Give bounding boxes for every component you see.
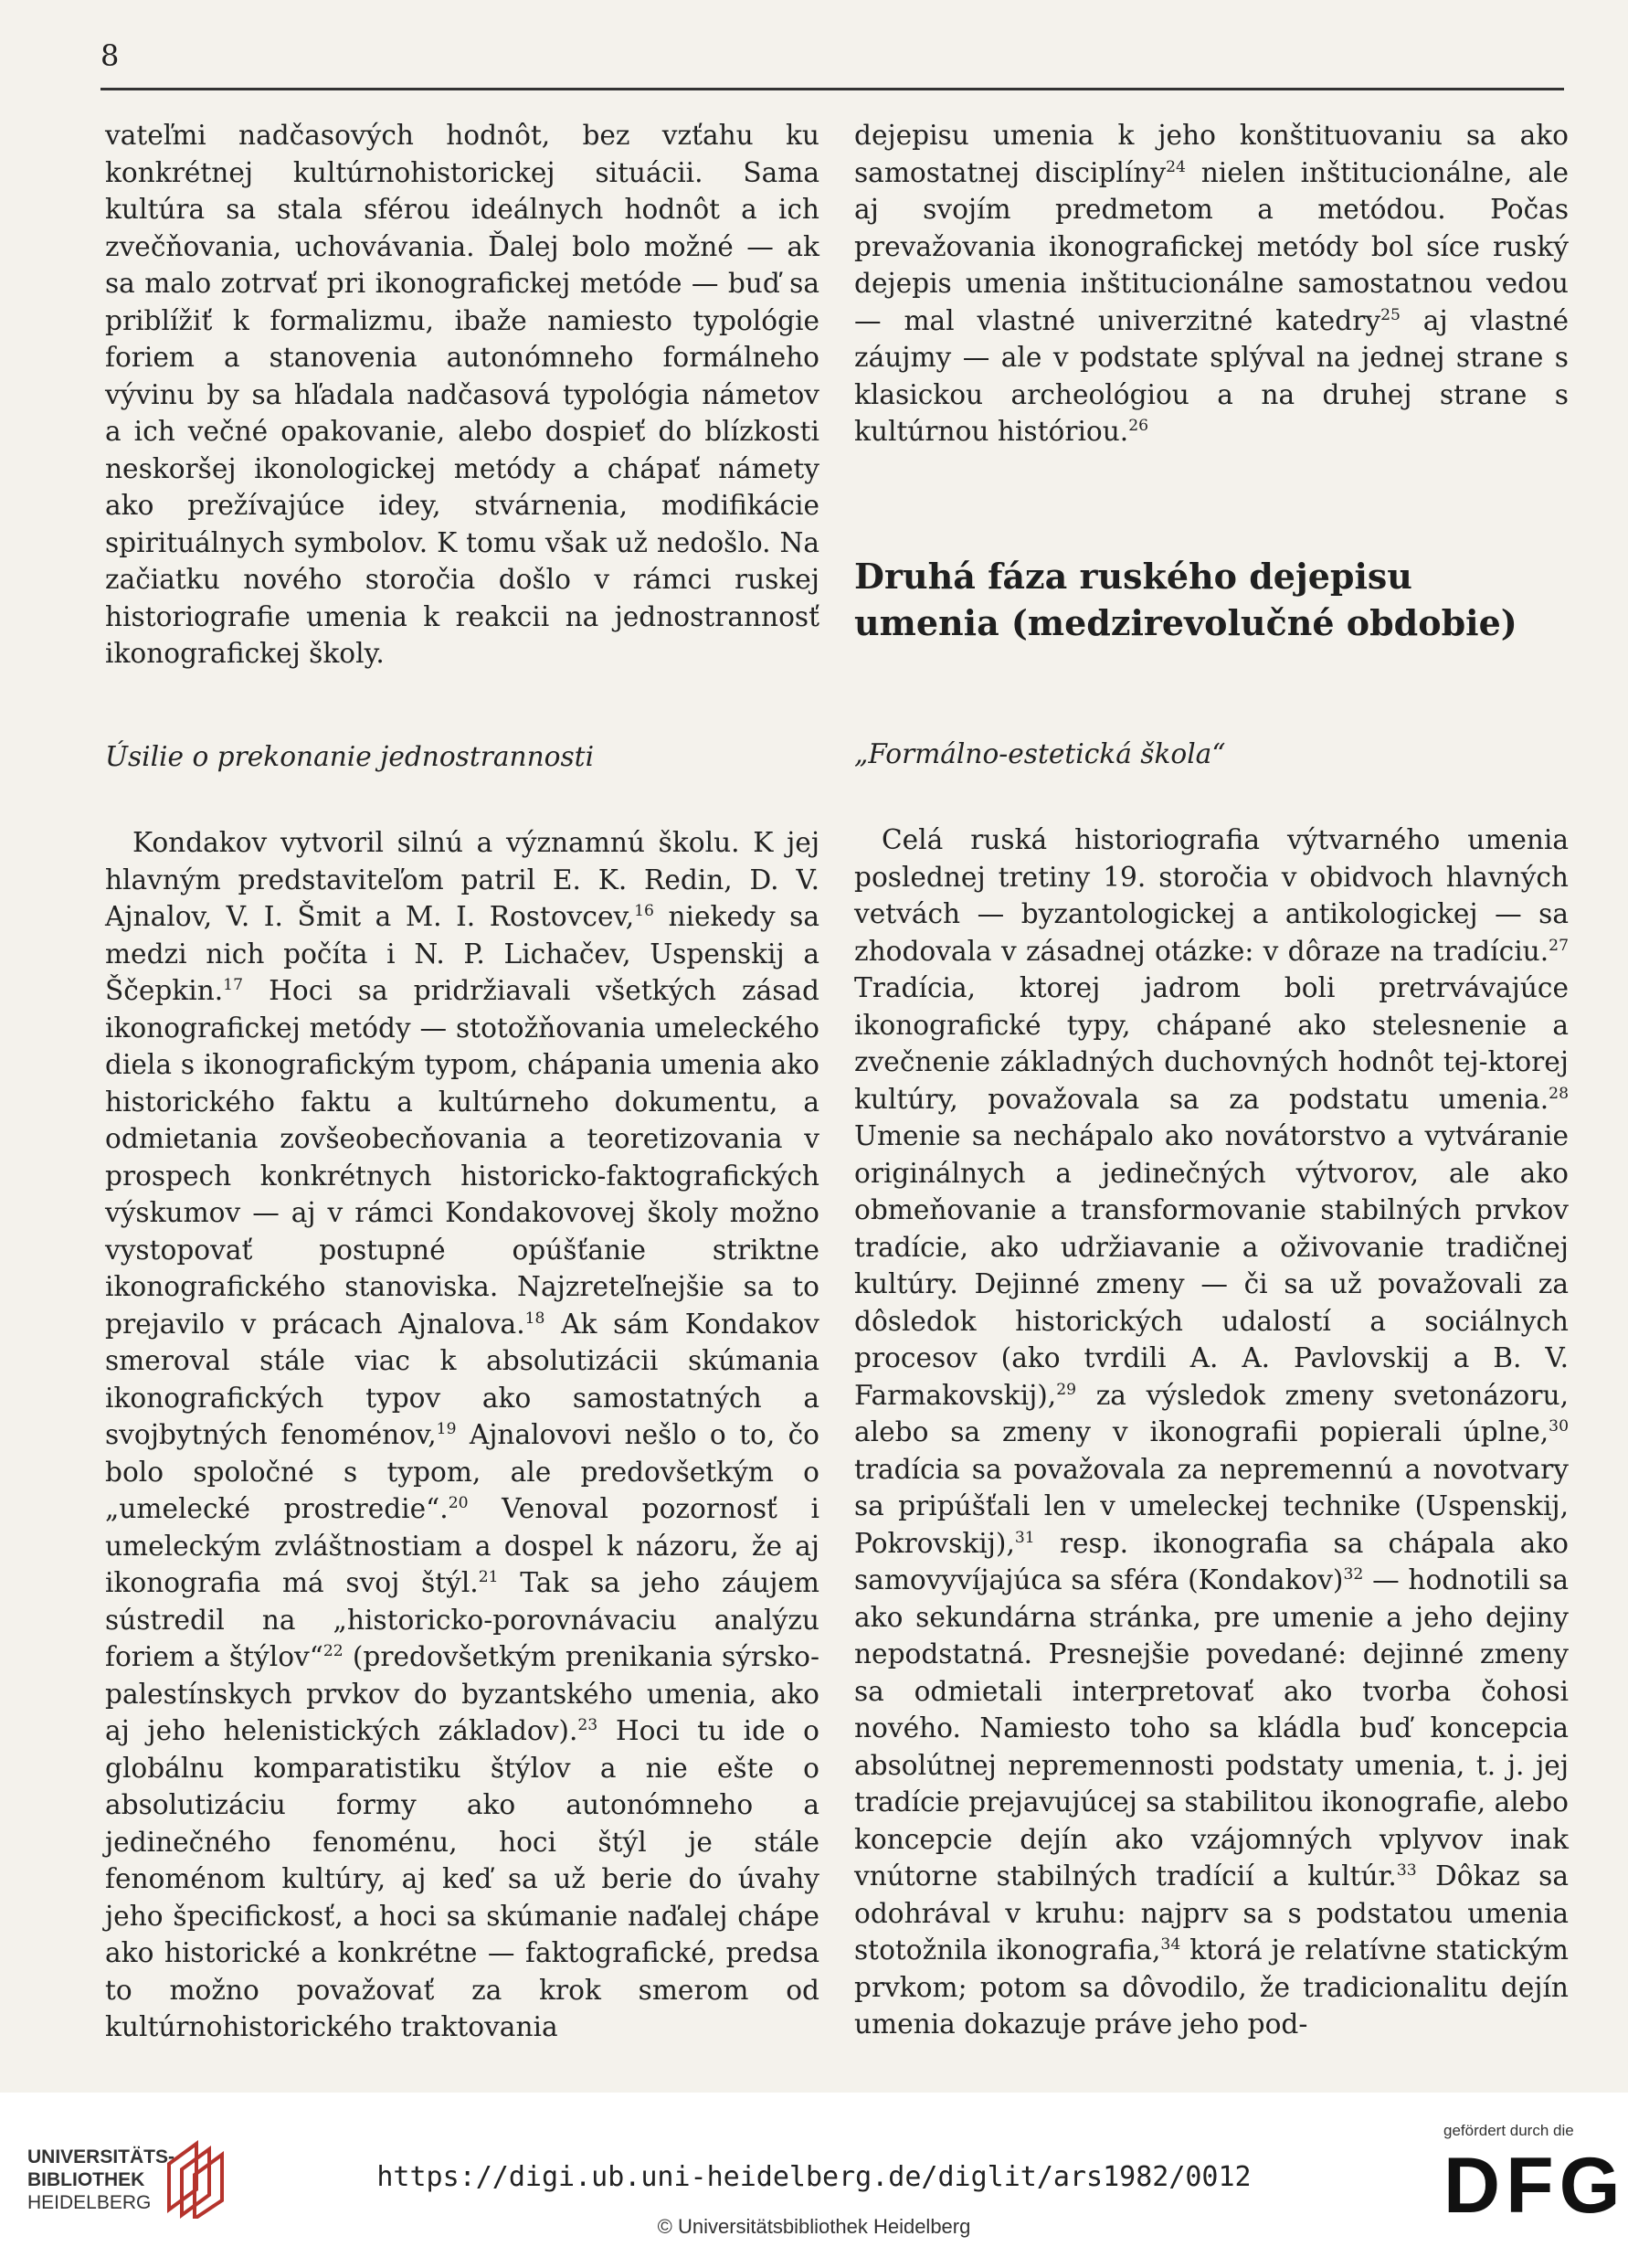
left-paragraph-1: vateľmi nadčasových hodnôt, bez vzťahu ku konkrétnej kultúrnohistorickej situácii. Sama kultúra sa stala sférou ideálnych hodnôt a ich zvečňovania, uchovávania. Ďalej bolo možné — ak sa malo zotrvať pri ikonografickej metóde — buď sa priblížiť k formalizmu, ibaže namiesto typológie foriem a stanovenia autonómneho formálneho vývinu by sa hľadala nadčasová typológia námetov a ich večné opakovanie, alebo dospieť do blízkosti neskoršej ikonologickej metódy a chápať námety ako prežívajúce idey, stvárnenia, modifikácie spirituálnych symbolov. K tomu však už nedošlo. Na začiatku nového storočia došlo v rámci ruskej historiografie umenia k reakcii na jednostrannosť ikonografickej školy.: [105, 120, 819, 669]
footnote-ref: 20: [448, 1494, 469, 1513]
footnote-ref: 32: [1343, 1565, 1364, 1584]
library-name-line-3: HEIDELBERG: [27, 2192, 152, 2213]
right-paragraph-2: Celá ruská historiografia výtvarného umenia poslednej tretiny 19. storočia v obidvoch hlavných vetvách — byzantologickej a antikologickej — sa zhodovala v zásadnej otázke: v dôraze na tradíciu.$^{27}$ Tradícia, ktorej jadrom boli pretrvávajúce ikonografické typy, chápané ako stelesnenie a zvečnenie základných duchovných hodnôt tej-ktorej kultúry, považovala sa za podstatu umenia.$^{28}$ Umenie sa nechápalo ako novátorstvo a vytváranie originálnych a jedinečných výtvorov, ale ako obmeňovanie a transformovanie stabilných prvkov tradície, ako udržiavanie a oživovanie tradičnej kultúry. Dejinné zmeny — či sa už považovali za dôsledok historických udalostí a sociálnych procesov (ako tvrdili A. A. Pavlovskij a B. V. Farmakovskij),$^{29}$ za výsledok zmeny svetonázoru, alebo sa zmeny v ikonografii popierali úplne,$^{30}$ tradícia sa považovala za nepremennú a novotvary sa pripúšťali len v umeleckej technike (Uspenskij, Pokrovskij),$^{31}$ resp. ikonografia sa chápala ako samovyvíjajúca sa sféra (Kondakov)$^{32}$ — hodnotili sa ako sekundárna stránka, pre umenie a jeho dejiny nepodstatná. Presnejšie povedané: dejinné zmeny sa odmietali interpretovať ako tvorba čohosi nového. Namiesto toho sa kládla buď koncepcia absolútnej nepremennosti podstaty umenia, t. j. jej tradície prejavujúcej sa stabilitou ikonografie, alebo koncepcie dejín ako vzájomných vplyvov inak vnútorne stabilných tradícií a kultúr.$^{33}$ Dôkaz sa odohrával v kruhu: najprv sa s podstatou umenia stotožnila ikonografia,$^{34}$ ktorá je relatívne statickým prvkom; potom sa dôvodilo, že tradicionalitu dejín umenia dokazuje práve jeho pod-: [854, 824, 1569, 2040]
page-number: 8: [100, 38, 120, 73]
footnote-ref: 33: [1396, 1861, 1417, 1881]
top-rule: [100, 88, 1564, 90]
left-paragraph-2: Kondakov vytvoril silnú a významnú školu. K jej hlavným predstaviteľom patril E. K. Redin, D. V. Ajnalov, V. I. Šmit a M. I. Rostovcev,$^{16}$ niekedy sa medzi nich počíta i N. P. Lichačev, Uspenskij a Ščepkin.$^{17}$ Hoci sa pridržiavali všetkých zásad ikonografickej metódy — stotožňovania umeleckého diela s ikonografickým typom, chápania umenia ako historického faktu a kultúrneho dokumentu, a odmietania zovšeobecňovania a teoretizovania v prospech konkrétnych historicko-faktografických výskumov — aj v rámci Kondakovovej školy možno vystopovať postupné opúšťanie striktne ikonografického stanoviska. Najzreteľnejšie sa to prejavilo v prácach Ajnalova.$^{18}$ Ak sám Kondakov smeroval stále viac k absolutizácii skúmania ikonografických typov ako samostatných a svojbytných fenoménov,$^{19}$ Ajnalovovi nešlo o to, čo bolo spoločné s typom, ale predovšetkým o „umelecké prostredie“.$^{20}$ Venoval pozornosť i umeleckým zvláštnostiam a dospel k názoru, že aj ikonografia má svoj štýl.$^{21}$ Tak sa jeho záujem sústredil na „historicko-porovnávaciu analýzu foriem a štýlov“$^{22}$ (predovšetkým prenikania sýrsko-palestínskych prvkov do byzantského umenia, ako aj jeho helenistických základov).$^{23}$ Hoci tu ide o globálnu komparatistiku štýlov a nie ešte o absolutizáciu formy ako autonómneho a jedinečného fenoménu, hoci štýl je stále fenoménom kultúry, aj keď sa už berie do úvahy jeho špecifickosť, a hoci sa skúmanie naďalej chápe ako historické a konkrétne — faktografické, predsa to možno považovať za krok smerom od kultúrnohistorického traktovania: [105, 827, 820, 2042]
right-column: [854, 117, 1569, 2043]
funder-label: gefördert durch die: [1443, 2122, 1574, 2139]
footnote-ref: 24: [1166, 157, 1186, 176]
footnote-ref: 17: [223, 976, 244, 995]
left-column: [105, 117, 819, 2046]
footnote-ref: 27: [1549, 936, 1569, 955]
library-name-line-1: UNIVERSITÄTS-: [27, 2146, 175, 2167]
section-title: Druhá fáza ruského dejepisu umenia (medzirevolučné obdobie): [854, 555, 1517, 643]
footnote-ref: 21: [478, 1568, 499, 1587]
footnote-ref: 26: [1128, 417, 1149, 436]
footnote-ref: 16: [634, 902, 654, 921]
footnote-ref: 19: [436, 1420, 457, 1439]
footnote-ref: 18: [524, 1309, 545, 1328]
footnote-ref: 22: [322, 1642, 344, 1661]
footnote-ref: 31: [1014, 1528, 1035, 1547]
copyright-notice: © Universitätsbibliothek Heidelberg: [657, 2215, 971, 2238]
footnote-ref: 29: [1056, 1380, 1077, 1399]
library-name-line-2: BIBLIOTHEK: [27, 2169, 145, 2190]
dfg-logo: DFG: [1443, 2142, 1626, 2230]
left-subheading: Úsilie o prekonanie jednostrannosti: [105, 740, 595, 772]
footnote-ref: 25: [1380, 305, 1401, 324]
footnote-ref: 23: [577, 1716, 598, 1735]
right-subheading: „Formálno-estetická škola“: [854, 737, 1226, 769]
right-paragraph-1: dejepisu umenia k jeho konštituovaniu sa ako samostatnej disciplíny$^{24}$ nielen inštitucionálne, ale aj svojím predmetom a metódou. Počas prevažovania ikonografickej metódy bol síce ruský dejepis umenia inštitucionálne samostatnou vedou — mal vlastné univerzitné katedry$^{25}$ aj vlastné záujmy — ale v podstate splýval na jednej strane s klasickou archeológiou a na druhej strane s kultúrnou históriou.$^{26}$: [854, 120, 1569, 447]
footnote-ref: 30: [1549, 1417, 1569, 1436]
footnote-ref: 34: [1160, 1935, 1181, 1955]
footnote-ref: 28: [1549, 1084, 1569, 1103]
document-url-link[interactable]: https://digi.ub.uni-heidelberg.de/diglit/ars1982/0012: [376, 2161, 1252, 2193]
